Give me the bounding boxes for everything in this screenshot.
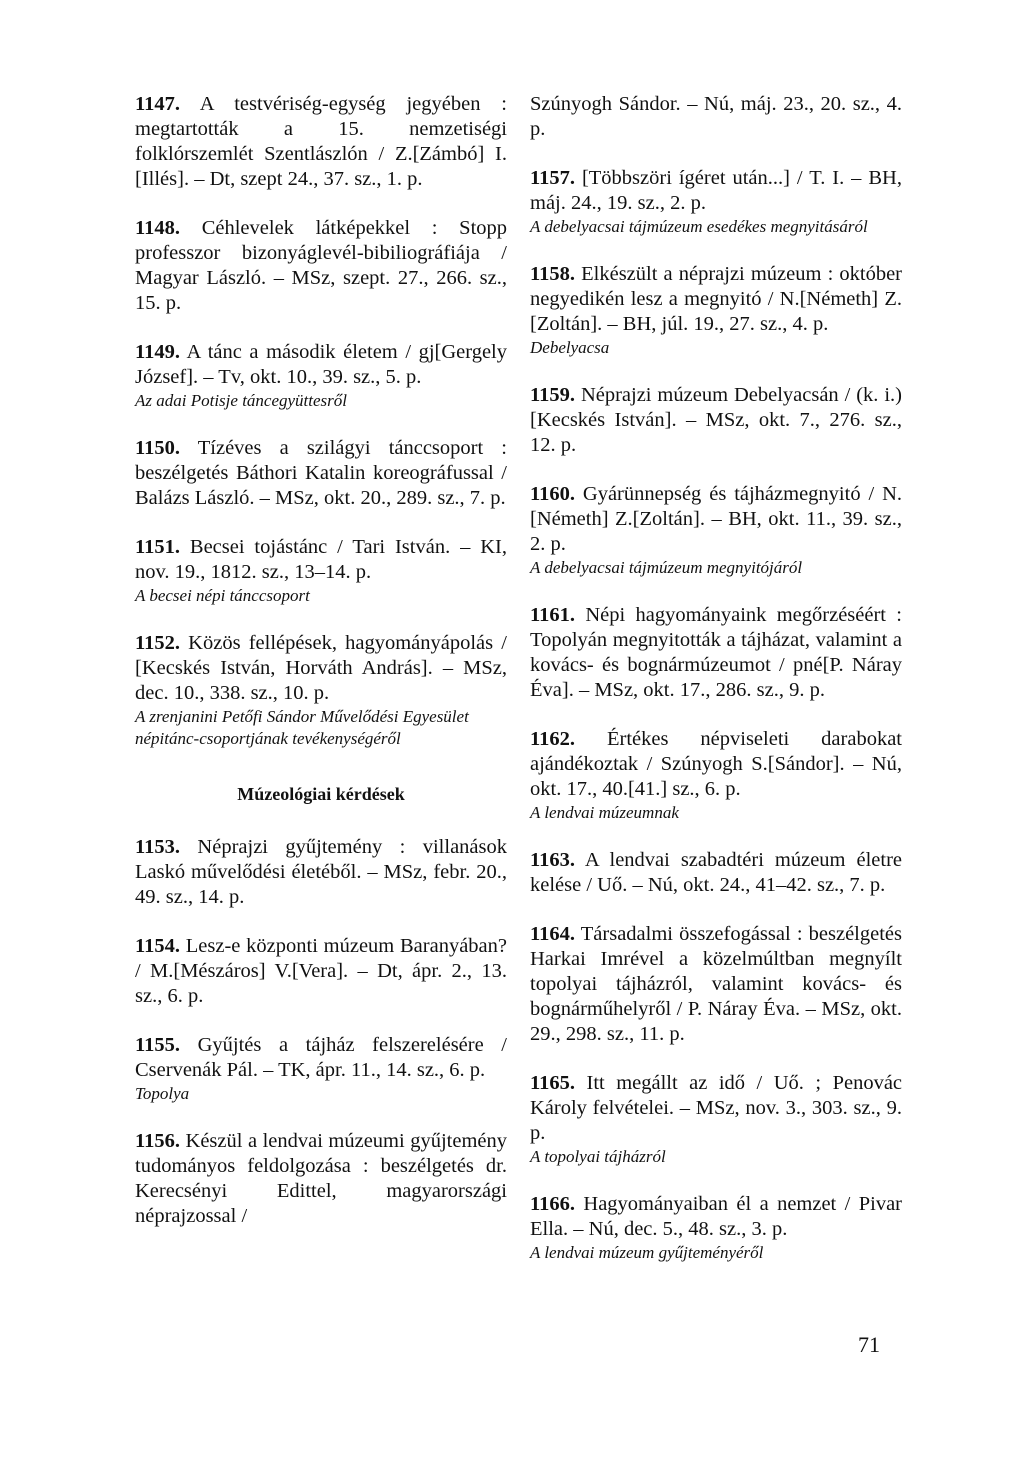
entry-text: Tízéves a szilágyi tánccsoport : beszélgetés Báthori Katalin koreográfussal / Balázs László. – MSz, okt. 20., 289. sz., 7. p. (135, 437, 507, 509)
entry-number: 1149. (135, 341, 180, 363)
entry-text: Elkészült a néprajzi múzeum : október negyedikén lesz a megnyitó / N.[Németh] Z.[Zoltán]. – BH, júl. 19., 27. sz., 4. p. (530, 263, 903, 335)
entry-annotation: A topolyai tájházról (530, 1147, 666, 1166)
bibliography-entry (530, 727, 902, 824)
entry-annotation: A debelyacsai tájmúzeum megnyitójáról (530, 558, 803, 577)
entry-text: Társadalmi összefogással : beszélgetés Harkai Imrével a közelmúltban megnyílt topolyai tájházról, valamint kovács- és bognárműhelyről / P. Náray Éva. – MSz, okt. 29., 298. sz., 11. p. (530, 923, 902, 1045)
entry-text: [Többszöri ígéret után...] / T. I. – BH, máj. 24., 19. sz., 2. p. (530, 167, 902, 214)
right-column (530, 92, 902, 1288)
entry-text: Lesz-e központi múzeum Baranyában? / M.[Mészáros] V.[Vera]. – Dt, ápr. 2., 13. sz., 6. p. (135, 935, 507, 1007)
page-number: 71 (858, 1332, 880, 1357)
entry-text: Közös fellépések, hagyományápolás / [Kecskés István, Horváth András]. – MSz, dec. 10., 338. sz., 10. p. (135, 632, 507, 704)
entry-annotation: A lendvai múzeumnak (530, 803, 679, 822)
entry-text: Itt megállt az idő / Uő. ; Penovác Károly felvételei. – MSz, nov. 3., 303. sz., 9. p. (530, 1072, 903, 1144)
entry-annotation: Az adai Potisje táncegyüttesről (135, 391, 347, 410)
bibliography-entry (530, 922, 902, 1047)
bibliography-entry (135, 436, 507, 511)
entries-group-right (530, 166, 902, 1264)
bibliography-entry (530, 848, 902, 898)
bibliography-entry (530, 383, 902, 458)
entry-number: 1150. (135, 437, 180, 459)
entry-text: Becsei tojástánc / Tari István. – KI, nov. 19., 1812. sz., 13–14. p. (135, 536, 507, 583)
bibliography-entry (530, 262, 902, 359)
entries-group-b (135, 835, 507, 1229)
bibliography-entry (135, 340, 507, 412)
entry-number: 1147. (135, 93, 180, 115)
entry-number: 1151. (135, 536, 180, 558)
entry-text: Céhlevelek látképekkel : Stopp professzor bizonyáglevél-bibiliográfiája / Magyar László. – MSz, szept. 27., 266. sz., 15. p. (135, 217, 508, 314)
bibliography-entry (135, 934, 507, 1009)
entry-number: 1165. (530, 1072, 575, 1094)
entries-group-a (135, 92, 507, 750)
entry-text: Néprajzi múzeum Debelyacsán / (k. i.)[Kecskés István]. – MSz, okt. 7., 276. sz., 12. p. (530, 384, 902, 456)
entry-number: 1157. (530, 167, 575, 189)
entry-number: 1158. (530, 263, 575, 285)
continuation-entry (530, 92, 902, 142)
entry-number: 1152. (135, 632, 180, 654)
entry-text: Készül a lendvai múzeumi gyűjtemény tudományos feldolgozása : beszélgetés dr. Kerecsényi Edittel, magyarországi néprajzossal / (135, 1130, 507, 1227)
section-heading: Múzeológiai kérdések (237, 784, 405, 804)
bibliography-entry (530, 482, 902, 579)
bibliography-entry (135, 92, 507, 192)
entry-number: 1166. (530, 1193, 575, 1215)
entry-number: 1160. (530, 483, 575, 505)
bibliography-entry (135, 835, 507, 910)
entry-text: Népi hagyományaink megőrzéséért : Topolyán megnyitották a tájházat, valamint a kovács- és bognármúzeumot / pné[P. Náray Éva]. – MSz, okt. 17., 286. sz., 9. p. (530, 604, 902, 701)
bibliography-entry (530, 1192, 902, 1264)
entry-number: 1156. (135, 1130, 180, 1152)
bibliography-entry (530, 1071, 902, 1168)
entry-annotation: A becsei népi tánccsoport (135, 586, 310, 605)
entry-annotation: A zrenjanini Petőfi Sándor Művelődési Egyesület népitánc-csoportjának tevékenységéről (135, 707, 469, 748)
entry-annotation: A lendvai múzeum gyűjteményéről (530, 1243, 764, 1262)
entry-number: 1164. (530, 923, 575, 945)
bibliography-entry (135, 216, 507, 316)
bibliography-entry (135, 1129, 507, 1229)
entry-text: Gyűjtés a tájház felszerelésére / Cservenák Pál. – TK, ápr. 11., 14. sz., 6. p. (135, 1034, 507, 1081)
entry-number: 1153. (135, 836, 180, 858)
entry-text: Hagyományaiban él a nemzet / Pivar Ella. – Nú, dec. 5., 48. sz., 3. p. (530, 1193, 903, 1240)
entry-number: 1155. (135, 1034, 180, 1056)
bibliography-entry (135, 631, 507, 750)
entry-text: A lendvai szabadtéri múzeum életre kelése / Uő. – Nú, okt. 24., 41–42. sz., 7. p. (530, 849, 902, 896)
continuation-text: Szúnyogh Sándor. – Nú, máj. 23., 20. sz., 4. p. (530, 93, 902, 140)
entry-annotation: Debelyacsa (530, 338, 610, 357)
entry-text: A tánc a második életem / gj[Gergely József]. – Tv, okt. 10., 39. sz., 5. p. (135, 341, 508, 388)
entry-annotation: Topolya (135, 1084, 190, 1103)
entry-number: 1148. (135, 217, 180, 239)
bibliography-entry (135, 1033, 507, 1105)
entry-text: A testvériség-egység jegyében : megtartották a 15. nemzetiségi folklórszemlét Szentlászlón / Z.[Zámbó] I.[Illés]. – Dt, szept 24., 37. sz., 1. p. (135, 93, 508, 190)
entry-number: 1159. (530, 384, 575, 406)
entry-text: Gyárünnepség és tájházmegnyitó / N.[Németh] Z.[Zoltán]. – BH, okt. 11., 39. sz., 2. p. (530, 483, 902, 555)
bibliography-entry (135, 535, 507, 607)
left-column (135, 92, 507, 1253)
entry-text: Értékes népviseleti darabokat ajándékoztak / Szúnyogh S.[Sándor]. – Nú, okt. 17., 40.[41.] sz., 6. p. (530, 728, 902, 800)
entry-number: 1161. (530, 604, 575, 626)
bibliography-entry (530, 166, 902, 238)
bibliography-entry (530, 603, 902, 703)
entry-number: 1163. (530, 849, 575, 871)
entry-number: 1154. (135, 935, 180, 957)
entry-annotation: A debelyacsai tájmúzeum esedékes megnyitásáról (530, 217, 868, 236)
entry-number: 1162. (530, 728, 575, 750)
entry-text: Néprajzi gyűjtemény : villanások Laskó művelődési életéből. – MSz, febr. 20., 49. sz., 14. p. (135, 836, 507, 908)
